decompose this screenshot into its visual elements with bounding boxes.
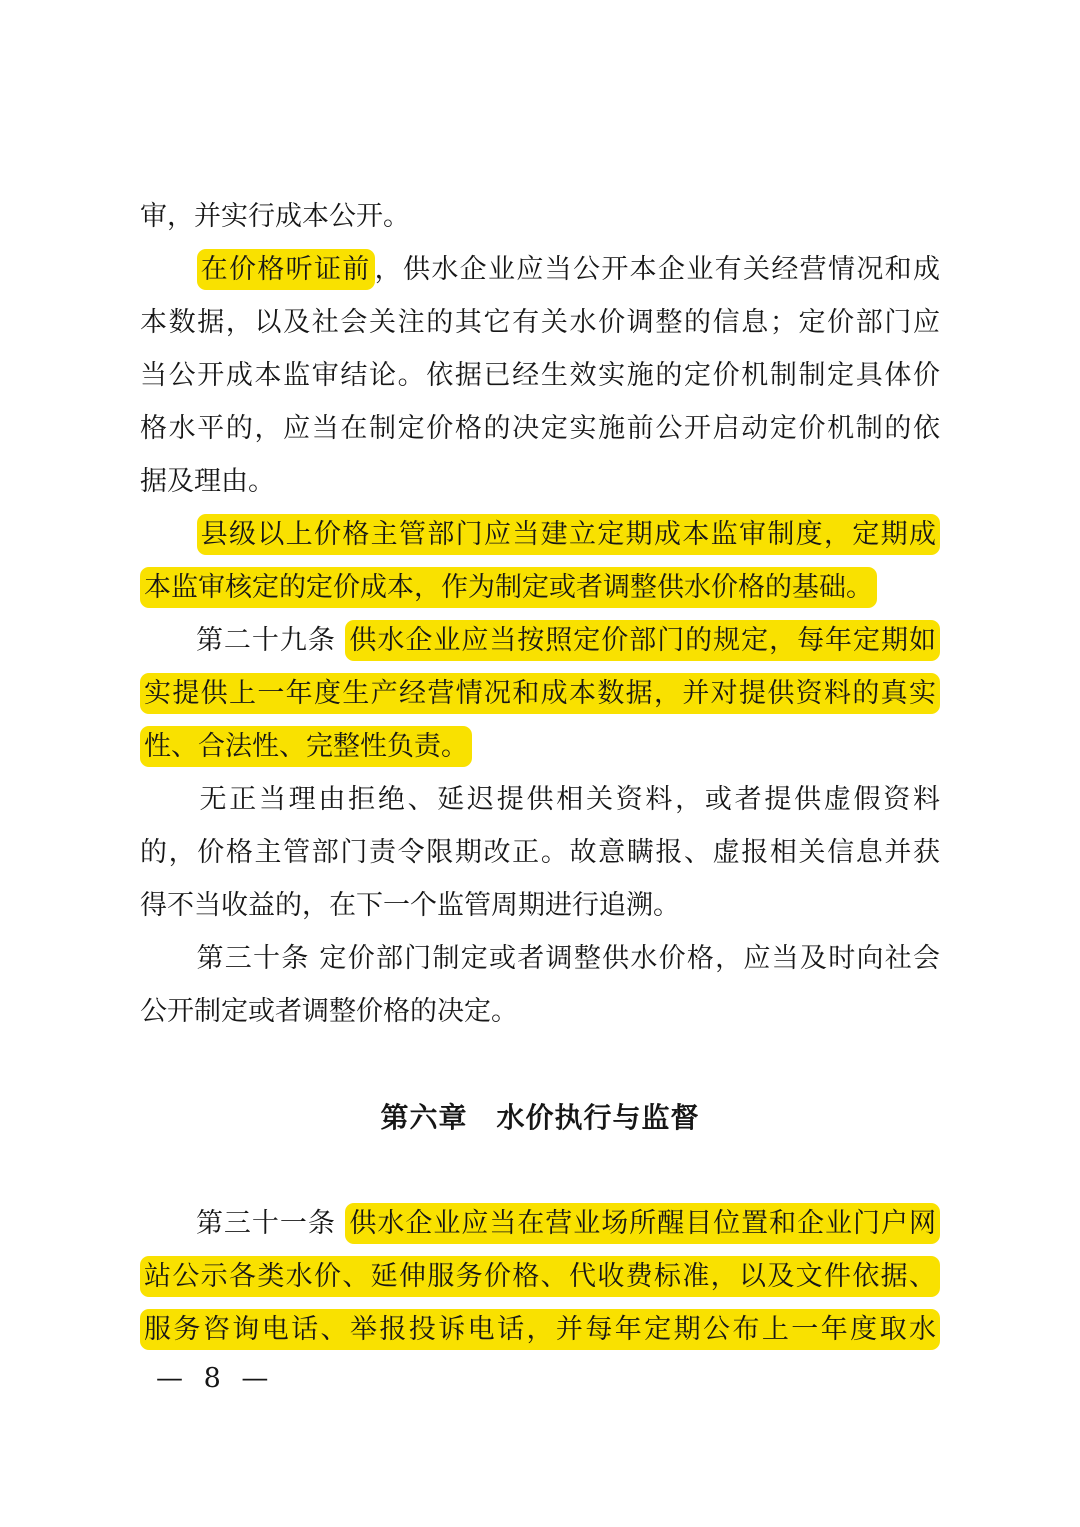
text-line bbox=[140, 773, 940, 826]
text-segment bbox=[140, 254, 197, 285]
text-line bbox=[140, 932, 940, 985]
chapter-heading: 第六章 水价执行与监督 bbox=[380, 1102, 700, 1133]
highlighted-text: 供水企业应当在营业场所醒目位置和企业门户网 bbox=[345, 1203, 940, 1244]
text-line bbox=[140, 826, 940, 879]
text-line bbox=[140, 243, 940, 296]
text-segment: 据及理由。 bbox=[140, 466, 275, 497]
text-line bbox=[140, 667, 940, 720]
text-line bbox=[140, 349, 940, 402]
text-line bbox=[140, 402, 940, 455]
text-line bbox=[140, 455, 940, 508]
text-line bbox=[140, 1303, 940, 1356]
text-segment: 第三十条 定价部门制定或者调整供水价格，应当及时向社会 bbox=[140, 943, 940, 974]
text-segment: 格水平的，应当在制定价格的决定实施前公开启动定价机制的依 bbox=[140, 413, 940, 444]
text-segment: 当公开成本监审结论。依据已经生效实施的定价机制制定具体价 bbox=[140, 360, 940, 391]
text-segment bbox=[140, 519, 197, 550]
text-line bbox=[140, 190, 940, 243]
text-segment: ，供水企业应当公开本企业有关经营情况和成 bbox=[374, 254, 941, 285]
text-segment: 本数据，以及社会关注的其它有关水价调整的信息；定价部门应 bbox=[140, 307, 940, 338]
highlighted-text: 本监审核定的定价成本，作为制定或者调整供水价格的基础。 bbox=[140, 567, 877, 608]
text-line bbox=[140, 561, 940, 614]
highlighted-text: 供水企业应当按照定价部门的规定，每年定期如 bbox=[345, 620, 940, 661]
text-segment: 公开制定或者调整价格的决定。 bbox=[140, 996, 518, 1027]
document-body bbox=[140, 190, 940, 1356]
highlighted-text: 站公示各类水价、延伸服务价格、代收费标准，以及文件依据、 bbox=[140, 1256, 940, 1297]
highlighted-text: 县级以上价格主管部门应当建立定期成本监审制度，定期成 bbox=[197, 514, 940, 555]
highlighted-text: 性、合法性、完整性负责。 bbox=[140, 726, 472, 767]
text-line bbox=[140, 614, 940, 667]
text-line bbox=[140, 1197, 940, 1250]
highlighted-text: 实提供上一年度生产经营情况和成本数据，并对提供资料的真实 bbox=[140, 673, 940, 714]
text-line bbox=[140, 296, 940, 349]
text-segment: 无正当理由拒绝、延迟提供相关资料，或者提供虚假资料 bbox=[140, 784, 940, 815]
highlighted-text: 在价格听证前 bbox=[197, 249, 375, 290]
text-line bbox=[140, 879, 940, 932]
text-segment: 审，并实行成本公开。 bbox=[140, 201, 410, 232]
text-line bbox=[140, 1250, 940, 1303]
text-segment: 第二十九条 bbox=[140, 625, 346, 656]
blank-line bbox=[140, 1144, 940, 1197]
text-line bbox=[140, 985, 940, 1038]
blank-line bbox=[140, 1038, 940, 1091]
text-segment: 第三十一条 bbox=[140, 1208, 346, 1239]
text-line bbox=[140, 720, 940, 773]
highlighted-text: 服务咨询电话、举报投诉电话，并每年定期公布上一年度取水 bbox=[140, 1309, 940, 1350]
page-number: — 8 — bbox=[156, 1363, 275, 1394]
text-segment: 的，价格主管部门责令限期改正。故意瞒报、虚报相关信息并获 bbox=[140, 837, 940, 868]
text-line bbox=[140, 508, 940, 561]
text-segment: 得不当收益的，在下一个监管周期进行追溯。 bbox=[140, 890, 680, 921]
